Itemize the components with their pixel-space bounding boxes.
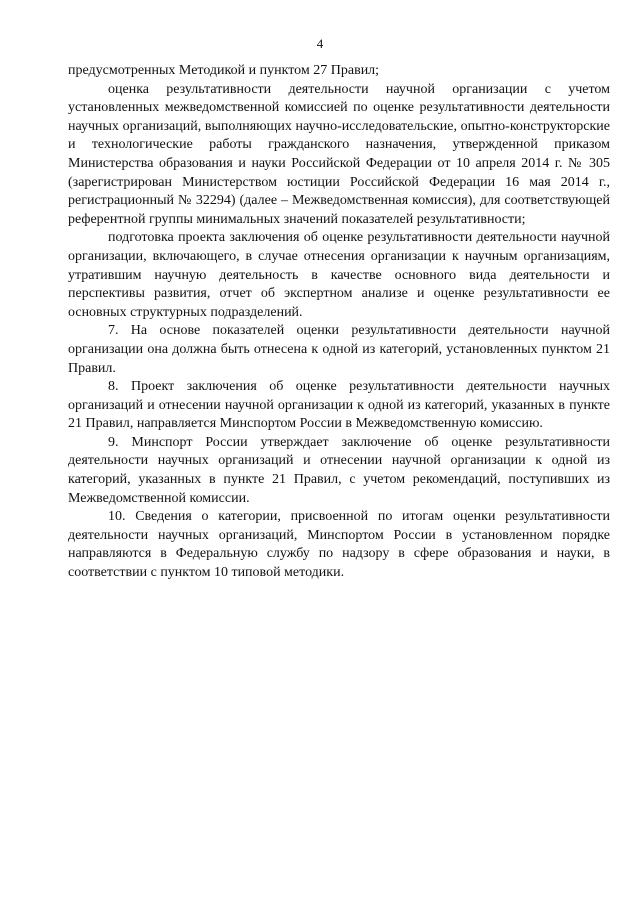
paragraph-item-9: 9. Минспорт России утверждает заключение об оценке результативности деятельности научных организаций и отнесении научной организации к одной из категорий, указанных в пункте 21 Правил, с учетом рекомендаций, поступивших из Межведомственной комиссии.: [68, 434, 610, 506]
paragraph-continuation: предусмотренных Методикой и пунктом 27 Правил;: [68, 63, 380, 78]
paragraph-item-7: 7. На основе показателей оценки результативности деятельности научной организации она должна быть отнесена к одной из категорий, установленных пунктом 21 Правил.: [68, 323, 610, 376]
paragraph-item-10: 10. Сведения о категории, присвоенной по итогам оценки результативности деятельности научных организаций, Минспортом России в установленном порядке направляются в Федеральную службу по надзору в сфере образования и науки, в соответствии с пунктом 10 типовой методики.: [68, 509, 610, 581]
page-number: 4: [316, 36, 324, 51]
paragraph-item-8: 8. Проект заключения об оценке результативности деятельности научных организаций и отнесении научной организации к одной из категорий, указанных в пункте 21 Правил, направляется Минспортом России в Межведомственную комиссию.: [68, 379, 610, 432]
document-body: [68, 62, 610, 583]
paragraph-draft-preparation: подготовка проекта заключения об оценке результативности деятельности научной организации, включающего, в случае отнесения организации к научным организациям, утратившим научную деятельность в качестве основного вида деятельности и перспективы развития, отчет об экспертном анализе и оценке результативности ее основных структурных подразделений.: [68, 230, 610, 320]
paragraph-evaluation: оценка результативности деятельности научной организации с учетом установленных межведомственной комиссией по оценке результативности деятельности научных организаций, выполняющих научно-исследовательские, опытно-конструкторские и технологические работы гражданского назначения, утвержденной приказом Министерства образования и науки Российской Федерации от 10 апреля 2014 г. № 305 (зарегистрирован Министерством юстиции Российской Федерации 16 мая 2014 г., регистрационный № 32294) (далее – Межведомственная комиссия), для соответствующей референтной группы минимальных значений показателей результативности;: [68, 81, 610, 227]
